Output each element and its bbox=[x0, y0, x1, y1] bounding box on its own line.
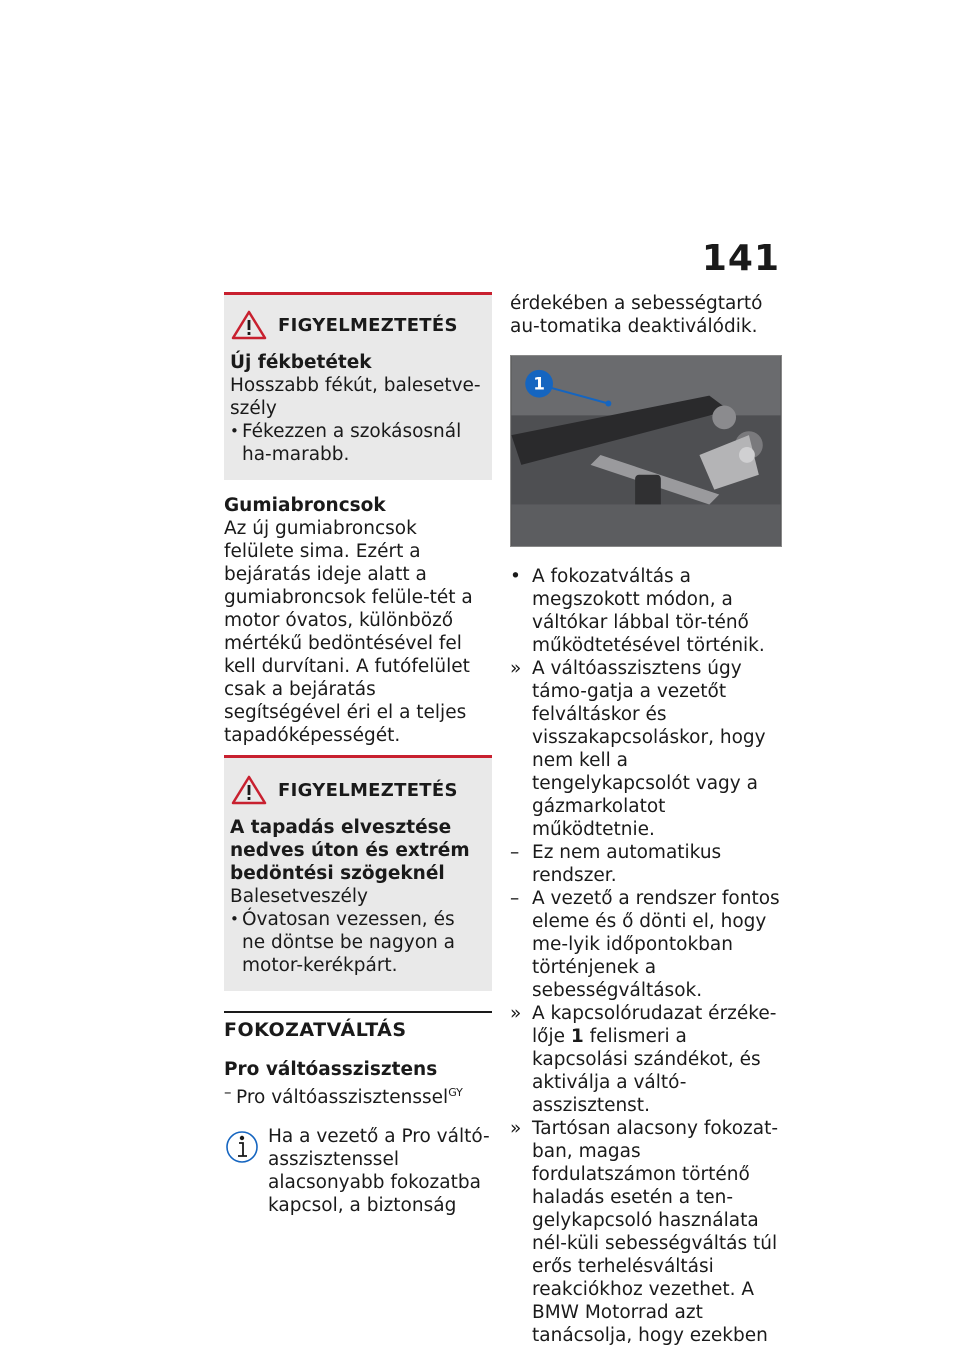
info-text: Ha a vezető a Pro váltó-asszisztenssel alacsonyabb fokozatba kapcsol, a biztonság bbox=[268, 1126, 490, 1217]
photo-callout-label: 1 bbox=[533, 373, 545, 394]
instruction-list bbox=[510, 565, 782, 1347]
warning-header bbox=[230, 309, 482, 341]
section-title-tyres: Gumiabroncsok bbox=[224, 495, 386, 516]
warning-triangle-icon bbox=[230, 309, 268, 341]
warning-text: Hosszabb fékút, balesetve-szély bbox=[230, 375, 481, 419]
warning-title: FIGYELMEZTETÉS bbox=[278, 779, 458, 801]
right-column bbox=[510, 292, 782, 1347]
warning-box-grip bbox=[224, 755, 492, 991]
warning-text: Balesetveszély bbox=[230, 886, 368, 907]
warning-title: FIGYELMEZTETÉS bbox=[278, 314, 458, 336]
warning-subtitle: Új fékbetétek bbox=[230, 352, 372, 373]
warning-header bbox=[230, 774, 482, 806]
list-item: – Ez nem automatikus rendszer. bbox=[510, 842, 722, 886]
left-column bbox=[224, 292, 492, 1217]
info-note bbox=[224, 1125, 492, 1217]
warning-bullet-text: Óvatosan vezessen, és ne döntse be nagyon a motor-kerékpárt. bbox=[242, 909, 455, 976]
dash-item: – Pro váltóasszisztenssel$^{GY}$ bbox=[224, 1083, 463, 1109]
section-heading-rule bbox=[224, 1011, 492, 1109]
subheading-pro-shift: Pro váltóasszisztens bbox=[224, 1059, 438, 1080]
warning-bullet: • Óvatosan vezessen, és ne döntse be nagyon a motor-kerékpárt. bbox=[230, 908, 482, 977]
warning-subtitle: A tapadás elvesztése nedves úton és extrém bedöntési szögeknél bbox=[230, 817, 470, 884]
callout-reference: 1 bbox=[570, 1026, 584, 1047]
warning-bullet-text: Fékezzen a szokásosnál ha-marabb. bbox=[242, 421, 462, 465]
gear-shift-photo bbox=[510, 355, 782, 547]
warning-triangle-icon bbox=[230, 774, 268, 806]
dash-item-text: Pro váltóasszisztenssel bbox=[236, 1087, 449, 1109]
section-heading-gearshift: FOKOZATVÁLTÁS bbox=[224, 1019, 407, 1041]
dash-item-sup: GY bbox=[448, 1086, 463, 1099]
warning-box-brakes bbox=[224, 292, 492, 480]
warning-bullet: • Fékezzen a szokásosnál ha-marabb. bbox=[230, 420, 482, 466]
page-number: 141 bbox=[701, 238, 780, 279]
list-item: » Tartósan alacsony fokozat-ban, magas fordulatszámon történő haladás esetén a ten-gelykapcsoló használata nél-küli sebességváltás túl erős terhelésváltási reakciókhoz vezethet. A BMW Motorrad azt tanácsolja, hogy ezekben bbox=[510, 1118, 779, 1346]
list-item: » A váltóasszisztens úgy támo-gatja a vezetőt felváltáskor és visszakapcsoláskor, hogy nem kell a tengelykapcsolót vagy a gázmarkolatot működtetnie. bbox=[510, 658, 766, 840]
list-item: • A fokozatváltás a megszokott módon, a váltókar lábbal tör-ténő működtetésével történik. bbox=[510, 566, 765, 656]
list-item: – A vezető a rendszer fontos eleme és ő dönti el, hogy me-lyik időpontokban történjenek a sebességváltások. bbox=[510, 888, 780, 1001]
info-icon bbox=[224, 1125, 260, 1165]
list-item: » A kapcsolórudazat érzéke-lője 1 felismeri a kapcsolási szándékot, és aktiválja a váltó-asszisztenst. bbox=[510, 1003, 777, 1116]
intro-text: érdekében a sebességtartó au-tomatika deaktiválódik. bbox=[510, 293, 763, 337]
section-text-tyres: Az új gumiabroncsok felülete sima. Ezért a bejáratás ideje alatt a gumiabroncsok felüle-tét a motor óvatos, különböző mértékű bedöntésével fel kell durvítani. A futófelület csak a bejáratás segítségével éri el a teljes tapadóképességét. bbox=[224, 518, 473, 746]
